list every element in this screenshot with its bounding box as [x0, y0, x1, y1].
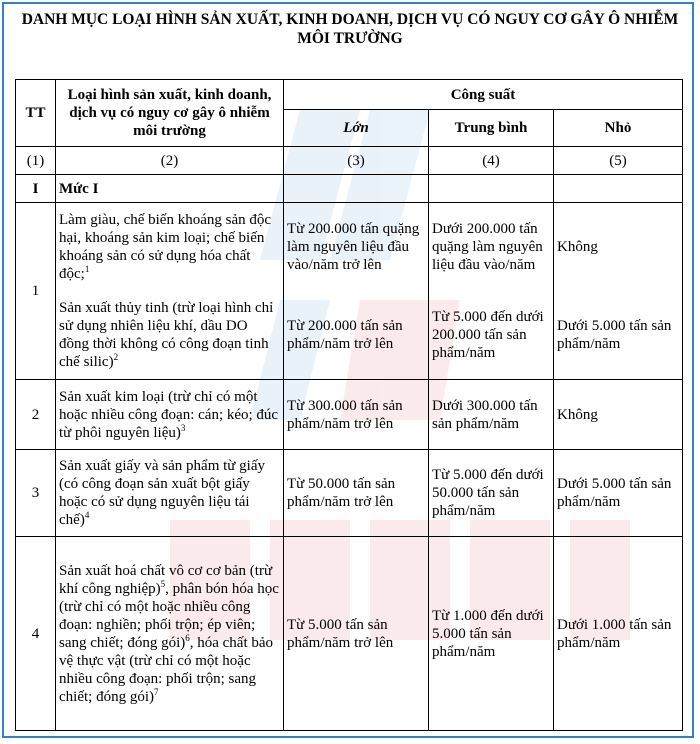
row-small: Dưới 5.000 tấn sản phẩm/năm — [557, 318, 672, 352]
header-small: Nhỏ — [554, 110, 683, 147]
row-large: Từ 200.000 tấn quặng làm nguyên liệu đầu vào/năm trở lên — [287, 221, 420, 273]
row-large: Từ 200.000 tấn sản phẩm/năm trở lên — [287, 318, 403, 352]
row-large: Từ 5.000 tấn sản phẩm/năm trở lên — [284, 537, 429, 731]
table-row — [16, 203, 683, 380]
section-tt: I — [16, 175, 56, 203]
row-medium: Từ 1.000 đến dưới 5.000 tấn sản phẩm/năm — [429, 537, 554, 731]
category-table — [15, 79, 683, 731]
row-tt: 2 — [16, 380, 56, 450]
row-tt: 1 — [16, 203, 56, 380]
header-medium: Trung bình — [429, 110, 554, 147]
header-type: Loại hình sản xuất, kinh doanh, dịch vụ có nguy cơ gây ô nhiễm môi trường — [56, 80, 284, 147]
row-large: Từ 50.000 tấn sản phẩm/năm trở lên — [284, 450, 429, 537]
column-number-row — [16, 147, 683, 175]
row-type: Làm giàu, chế biến khoáng sản độc hại, khoáng sản kim loại; chế biến khoáng sản có sử dụng hóa chất độc;$^1$ — [59, 212, 272, 282]
row-small: Không — [557, 239, 598, 255]
row-tt: 4 — [16, 537, 56, 731]
row-medium: Từ 5.000 đến dưới 50.000 tấn sản phẩm/năm — [429, 450, 554, 537]
row-tt: 3 — [16, 450, 56, 537]
section-label: Mức I — [56, 175, 284, 203]
table-row — [16, 537, 683, 731]
row-medium: Dưới 300.000 tấn sản phẩm/năm — [429, 380, 554, 450]
row-type: Sản xuất thủy tinh (trừ loại hình chỉ sử dụng nhiên liệu khí, dầu DO đồng thời không có công đoạn tinh chế silic)$^2$ — [59, 300, 274, 370]
row-type: Sản xuất hoá chất vô cơ cơ bản (trừ khí công nghiệp)$^5$, phân bón hóa học (trừ chỉ có một hoặc nhiều công đoạn: nghiền; phối trộn; ép viên; sang chiết; đóng gói)$^6$, hóa chất bảo vệ thực vật (trừ chỉ có một hoặc nhiều công đoạn: phối trộn; sang chiết; đóng gói)$^7$ — [56, 537, 284, 731]
row-small: Dưới 1.000 tấn sản phẩm/năm — [554, 537, 683, 731]
row-large: Từ 300.000 tấn sản phẩm/năm trở lên — [284, 380, 429, 450]
row-type: Sản xuất giấy và sản phẩm từ giấy (có công đoạn sản xuất bột giấy hoặc có sử dụng nguyên liệu tái chế)$^4$ — [56, 450, 284, 537]
col-number: (4) — [429, 147, 554, 175]
header-capacity: Công suất — [284, 80, 683, 110]
row-medium: Dưới 200.000 tấn quặng làm nguyên liệu đầu vào/năm — [432, 221, 543, 273]
row-type: Sản xuất kim loại (trừ chỉ có một hoặc nhiều công đoạn: cán; kéo; đúc từ phôi nguyên liệu)$^3$ — [56, 380, 284, 450]
row-medium: Từ 5.000 đến dưới 200.000 tấn sản phẩm/năm — [432, 309, 544, 361]
col-number: (1) — [16, 147, 56, 175]
col-number: (3) — [284, 147, 429, 175]
row-small: Không — [554, 380, 683, 450]
header-tt: TT — [16, 80, 56, 147]
col-number: (5) — [554, 147, 683, 175]
table-row — [16, 380, 683, 450]
section-row — [16, 175, 683, 203]
table-header-row — [16, 80, 683, 110]
col-number: (2) — [56, 147, 284, 175]
page-title: DANH MỤC LOẠI HÌNH SẢN XUẤT, KINH DOANH, DỊCH VỤ CÓ NGUY CƠ GÂY Ô NHIỄM MÔI TRƯỜNG — [21, 11, 679, 47]
table-row — [16, 450, 683, 537]
row-small: Dưới 5.000 tấn sản phẩm/năm — [554, 450, 683, 537]
header-large: Lớn — [284, 110, 429, 147]
